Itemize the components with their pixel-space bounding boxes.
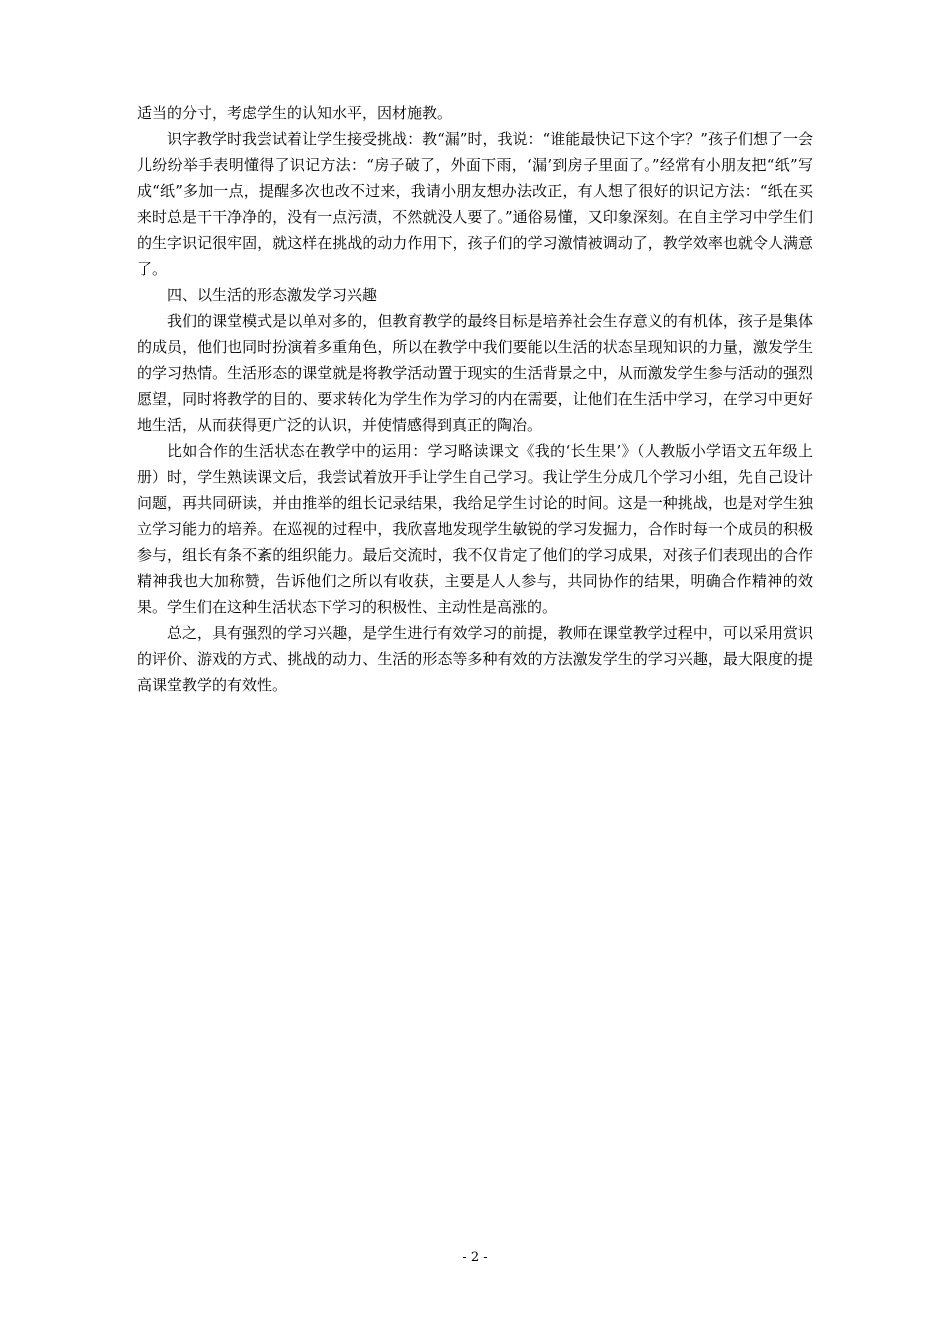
- paragraph-life-form-classroom: 我们的课堂模式是以单对多的，但教育教学的最终目标是培养社会生存意义的有机体，孩子是集体的成员，他们也同时扮演着多重角色，所以在教学中我们要能以生活的状态呈现知识的力量，激发学生的学习热情。生活形态的课堂就是将教学活动置于现实的生活背景之中，从而激发学生参与活动的强烈愿望，同时将教学的目的、要求转化为学生作为学习的内在需要，让他们在生活中学习，在学习中更好地生活，从而获得更广泛的认识，并使情感得到真正的陶冶。: [137, 312, 813, 434]
- paragraph-conclusion: 总之，具有强烈的学习兴趣，是学生进行有效学习的前提，教师在课堂教学过程中，可以采用赏识的评价、游戏的方式、挑战的动力、生活的形态等多种有效的方法激发学生的学习兴趣，最大限度的提高课堂教学的有效性。: [137, 624, 813, 694]
- page-number: - 2 -: [462, 1250, 488, 1265]
- body-text: [137, 100, 813, 698]
- paragraph-literacy-challenge: 识字教学时我尝试着让学生接受挑战：教“漏”时，我说：“谁能最快记下这个字？”孩子们想了一会儿纷纷举手表明懂得了识记方法：“房子破了，外面下雨，‘漏’到房子里面了。”经常有小朋友把“纸”写成“纸”多加一点，提醒多次也改不过来，我请小朋友想办法改正，有人想了很好的识记方法：“纸在买来时总是干干净净的，没有一点污渍，不然就没人要了。”通俗易懂，又印象深刻。在自主学习中学生们的生字识记很牢固，就这样在挑战的动力作用下，孩子们的学习激情被调动了，教学效率也就令人满意了。: [137, 130, 813, 278]
- section-heading-four: 四、以生活的形态激发学习兴趣: [167, 286, 378, 304]
- paragraph-cooperation-example: 比如合作的生活状态在教学中的运用：学习略读课文《我的‘长生果’》（人教版小学语文五年级上册）时，学生熟读课文后，我尝试着放开手让学生自己学习。我让学生分成几个学习小组，先自己设计问题，再共同研读，并由推举的组长记录结果，我给足学生讨论的时间。这是一种挑战，也是对学生独立学习能力的培养。在巡视的过程中，我欣喜地发现学生敏锐的学习发掘力，合作时每一个成员的积极参与，组长有条不紊的组织能力。最后交流时，我不仅肯定了他们的学习成果，对孩子们表现出的合作精神我也大加称赞，告诉他们之所以有收获，主要是人人参与，共同协作的结果，明确合作精神的效果。学生们在这种生活状态下学习的积极性、主动性是高涨的。: [137, 442, 813, 616]
- paragraph-continuation: 适当的分寸，考虑学生的认知水平，因材施教。: [137, 104, 453, 122]
